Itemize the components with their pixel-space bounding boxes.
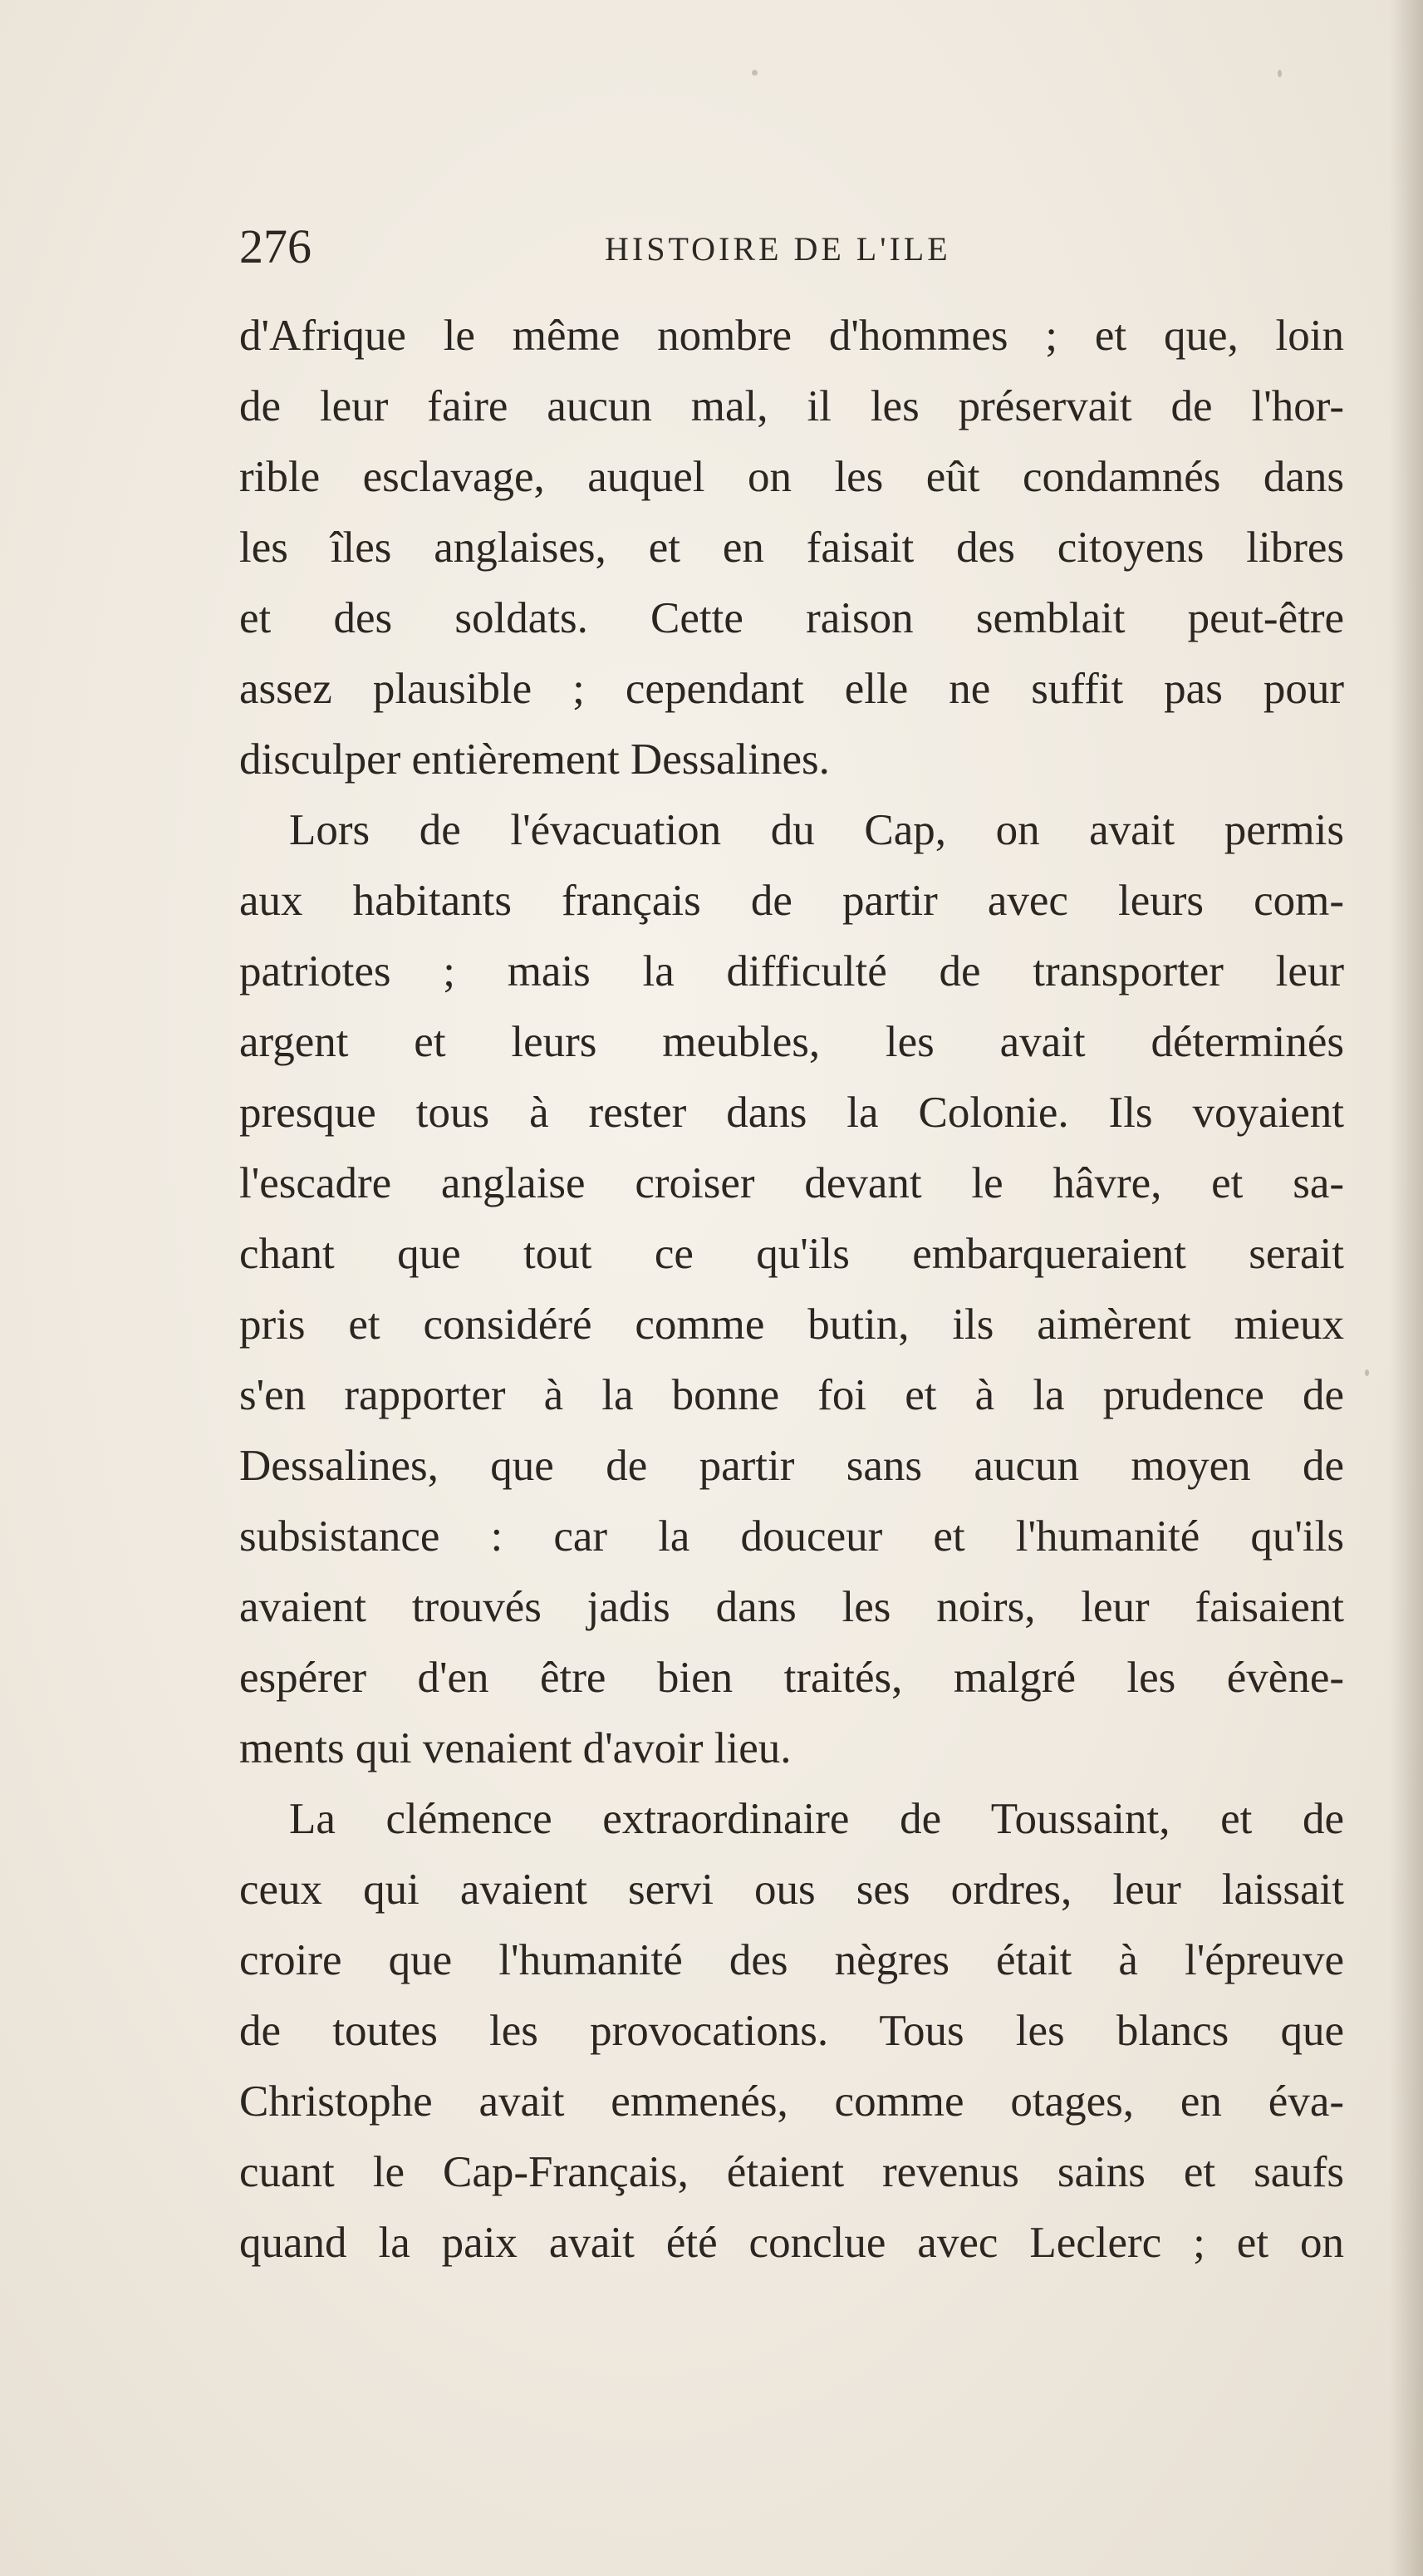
text-line: disculper entièrement Dessalines. [239, 735, 830, 784]
text-line: les îles anglaises, et en faisait des citoyens libres [239, 524, 1344, 572]
text-line: rible esclavage, auquel on les eût condamnés dans [239, 453, 1344, 501]
text-line: d'Afrique le même nombre d'hommes ; et que, loin [239, 312, 1344, 360]
text-line: La clémence extraordinaire de Toussaint, et de [289, 1795, 1344, 1843]
page-gutter-shadow [1390, 0, 1423, 2576]
running-header [239, 218, 1352, 276]
text-line: subsistance : car la douceur et l'humanité qu'ils [239, 1512, 1344, 1561]
paragraph [239, 795, 1344, 1784]
text-line: patriotes ; mais la difficulté de transporter leur [239, 947, 1344, 995]
text-line: s'en rapporter à la bonne foi et à la prudence de [239, 1371, 1344, 1419]
paragraph [239, 1784, 1344, 2279]
text-line: de leur faire aucun mal, il les préservait de l'hor- [239, 382, 1344, 430]
paragraph [239, 301, 1344, 795]
body-text [239, 301, 1344, 2279]
text-line: assez plausible ; cependant elle ne suffit pas pour [239, 665, 1344, 713]
page-number: 276 [239, 219, 312, 273]
paper-spot [1365, 1369, 1369, 1376]
text-line: Dessalines, que de partir sans aucun moyen de [239, 1442, 1344, 1490]
paper-spot [752, 70, 758, 76]
text-line: avaient trouvés jadis dans les noirs, leur faisaient [239, 1583, 1344, 1631]
text-line: cuant le Cap-Français, étaient revenus sains et saufs [239, 2148, 1344, 2196]
text-line: croire que l'humanité des nègres était à l'épreuve [239, 1936, 1344, 1984]
running-head-title: HISTOIRE DE L'ILE [605, 230, 951, 268]
text-line: ments qui venaient d'avoir lieu. [239, 1724, 792, 1772]
text-line: argent et leurs meubles, les avait déterminés [239, 1018, 1344, 1066]
text-line: chant que tout ce qu'ils embarqueraient serait [239, 1230, 1344, 1278]
text-line: pris et considéré comme butin, ils aimèrent mieux [239, 1300, 1344, 1349]
paper-spot [1278, 70, 1282, 77]
text-line: Christophe avait emmenés, comme otages, en éva- [239, 2077, 1344, 2126]
text-line: et des soldats. Cette raison semblait peut-être [239, 594, 1344, 642]
text-line: de toutes les provocations. Tous les blancs que [239, 2007, 1344, 2055]
text-line: ceux qui avaient servi ous ses ordres, leur laissait [239, 1866, 1344, 1914]
text-line: presque tous à rester dans la Colonie. Ils voyaient [239, 1089, 1344, 1137]
text-line: espérer d'en être bien traités, malgré les évène- [239, 1654, 1344, 1702]
text-line: l'escadre anglaise croiser devant le hâvre, et sa- [239, 1159, 1344, 1207]
text-line: aux habitants français de partir avec leurs com- [239, 877, 1344, 925]
text-line: quand la paix avait été conclue avec Leclerc ; et on [239, 2219, 1344, 2267]
text-line: Lors de l'évacuation du Cap, on avait permis [289, 806, 1344, 854]
